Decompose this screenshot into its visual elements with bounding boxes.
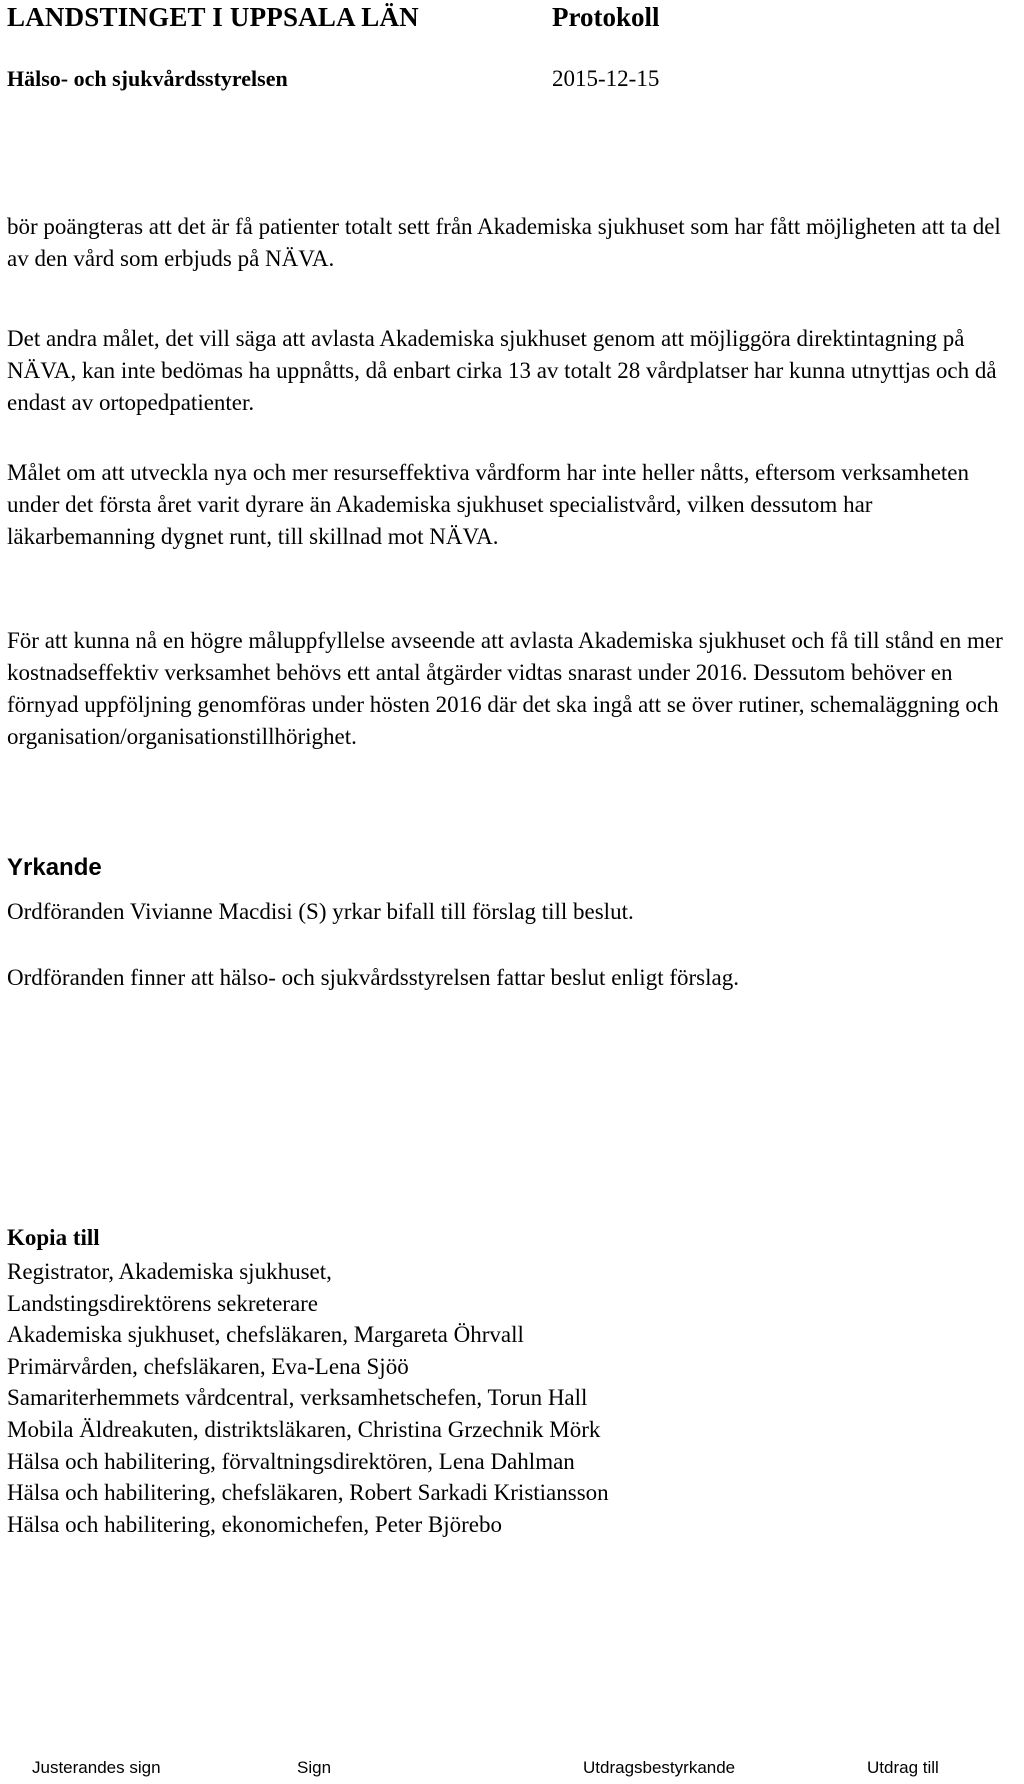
yrkande-heading: Yrkande [7,854,102,881]
footer-justerandes-sign: Justerandes sign [32,1758,161,1777]
yrkande-text [7,896,1017,928]
body-paragraph [7,457,1017,553]
document-type: Protokoll [552,2,660,32]
kopia-recipient: Mobila Äldreakuten, distriktsläkaren, Christina Grzechnik Mörk [7,1416,601,1442]
yrkande-text [7,962,1017,994]
paragraph-text: Det andra målet, det vill säga att avlasta Akademiska sjukhuset genom att möjliggöra direktintagning på NÄVA, kan inte bedömas ha uppnåtts, då enbart cirka 13 av totalt 28 vårdplatser har kunna utnyttjas och då endast av ortopedpatienter. [7,326,997,415]
kopia-recipient: Samariterhemmets vårdcentral, verksamhetschefen, Torun Hall [7,1385,588,1411]
organization-name: LANDSTINGET I UPPSALA LÄN [7,2,419,32]
yrkande-decision: Ordföranden finner att hälso- och sjukvårdsstyrelsen fattar beslut enligt förslag. [7,965,739,990]
paragraph-text: För att kunna nå en högre måluppfyllelse avseende att avlasta Akademiska sjukhuset och få till stånd en mer kostnadseffektiv verksamhet behövs ett antal åtgärder vidtas snarast under 2016. Dessutom behöver en förnyad uppföljning genomföras under hösten 2016 där det ska ingå att se över rutiner, schemaläggning och organisation/organisationstillhörighet. [7,628,1003,749]
body-paragraph [7,211,1017,275]
footer-utdragsbestyrkande: Utdragsbestyrkande [583,1758,736,1777]
kopia-recipient: Registrator, Akademiska sjukhuset, [7,1259,332,1284]
kopia-list [7,1256,609,1540]
kopia-recipient: Primärvården, chefsläkaren, Eva-Lena Sjöö [7,1353,409,1379]
footer-utdrag-till: Utdrag till [867,1758,939,1777]
kopia-recipient: Hälsa och habilitering, förvaltningsdirektören, Lena Dahlman [7,1448,575,1474]
footer-sign: Sign [297,1758,332,1777]
body-paragraph [7,625,1017,753]
paragraph-text: Målet om att utveckla nya och mer resurseffektiva vårdform har inte heller nåtts, eftersom verksamheten under det första året varit dyrare än Akademiska sjukhuset specialistvård, vilken dessutom har läkarbemanning dygnet runt, till skillnad mot NÄVA. [7,460,970,549]
paragraph-text: bör poängteras att det är få patienter totalt sett från Akademiska sjukhuset som har fått möjligheten att ta del av den vård som erbjuds på NÄVA. [7,214,1001,271]
board-name: Hälso- och sjukvårdsstyrelsen [7,66,288,91]
kopia-recipient: Landstingsdirektörens sekreterare [7,1290,319,1316]
kopia-recipient: Hälsa och habilitering, ekonomichefen, Peter Björebo [7,1511,502,1537]
body-paragraph [7,323,1017,419]
yrkande-motion: Ordföranden Vivianne Macdisi (S) yrkar bifall till förslag till beslut. [7,899,634,924]
kopia-recipient: Akademiska sjukhuset, chefsläkaren, Margareta Öhrvall [7,1322,524,1348]
document-date: 2015-12-15 [552,66,660,91]
kopia-heading: Kopia till [7,1225,100,1250]
kopia-recipient: Hälsa och habilitering, chefsläkaren, Robert Sarkadi Kristiansson [7,1480,609,1506]
